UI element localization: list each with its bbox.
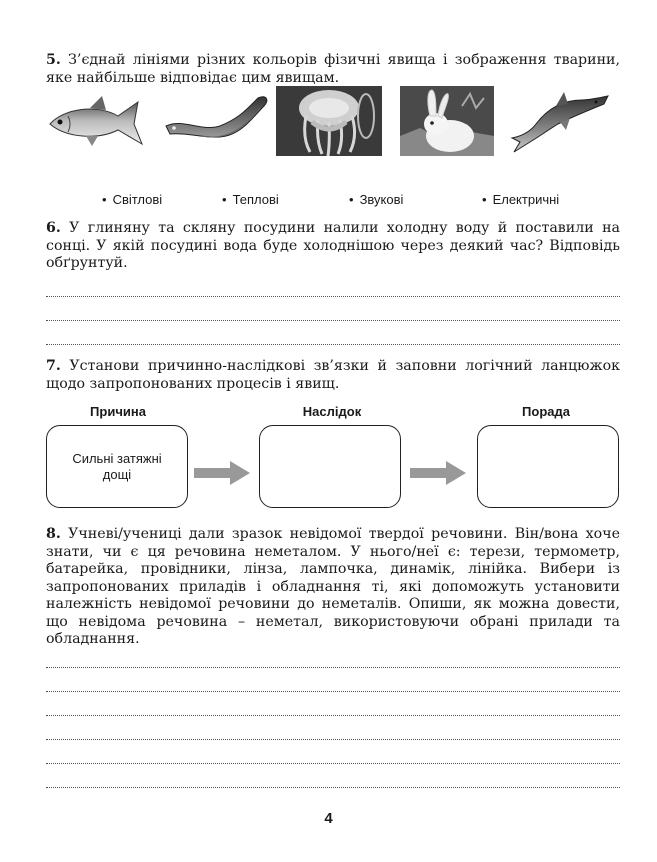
question-6-number: 6.	[46, 220, 61, 236]
arrow-right-icon	[410, 461, 466, 485]
question-6-text: У глиняну та скляну посудини налили холодну воду й поставили на сонці. У якій посудині вода буде холоднішою через деякий час? Відповідь обґрунтуй.	[46, 220, 620, 271]
header-effect: Наслідок	[302, 404, 362, 419]
phenomenon-sound: • Звукові	[349, 192, 403, 207]
header-advice: Порада	[522, 404, 570, 419]
answer-line[interactable]	[46, 715, 620, 716]
header-cause: Причина	[90, 404, 146, 419]
effect-box[interactable]	[259, 425, 401, 508]
phenomena-list	[0, 192, 657, 212]
phenomenon-light: • Світлові	[102, 192, 162, 207]
jellyfish-image	[276, 86, 382, 156]
question-8	[46, 526, 620, 649]
animal-images	[40, 86, 620, 162]
answer-line[interactable]	[46, 787, 620, 788]
arrow-right-icon	[194, 461, 250, 485]
answer-line[interactable]	[46, 344, 620, 345]
answer-line[interactable]	[46, 739, 620, 740]
question-7-number: 7.	[46, 358, 61, 374]
page-number: 4	[324, 810, 333, 827]
question-8-text: Учневі/учениці дали зразок невідомої твердої речовини. Він/вона хоче знати, чи є ця речовина неметалом. У нього/неї є: терези, термометр, батарейка, провідники, лінза, лампочка, динамік, лінійка. Вибери із запропонованих приладів і обладнання ті, які допоможуть установити належність невідомої речовини до неметалів. Опиши, як можна довести, що невідома речовина – неметал, використовуючи обрані прилади та обладнання.	[46, 526, 620, 647]
answer-line[interactable]	[46, 691, 620, 692]
question-6	[46, 220, 620, 273]
rabbit-image	[400, 86, 494, 156]
answer-line[interactable]	[46, 296, 620, 297]
answer-line[interactable]	[46, 763, 620, 764]
answer-line[interactable]	[46, 320, 620, 321]
question-7	[46, 358, 620, 393]
eel-image	[162, 92, 272, 154]
question-5-number: 5.	[46, 52, 61, 68]
question-5-text: З’єднай лініями різних кольорів фізичні явища і зображення тварини, яке найбільше відповідає цим явищам.	[46, 52, 620, 86]
cause-box	[46, 425, 188, 508]
question-8-number: 8.	[46, 526, 61, 542]
phenomenon-electric: • Електричні	[482, 192, 559, 207]
dolphin-image	[508, 90, 612, 156]
question-5	[46, 52, 620, 87]
cause-text: Сильні затяжні дощі	[72, 450, 162, 482]
phenomenon-heat: • Теплові	[222, 192, 279, 207]
advice-box[interactable]	[477, 425, 619, 508]
question-7-text: Установи причинно-наслідкові зв’язки й заповни логічний ланцюжок щодо запропонованих процесів і явищ.	[46, 358, 620, 392]
fish-image	[46, 94, 152, 150]
answer-line[interactable]	[46, 667, 620, 668]
